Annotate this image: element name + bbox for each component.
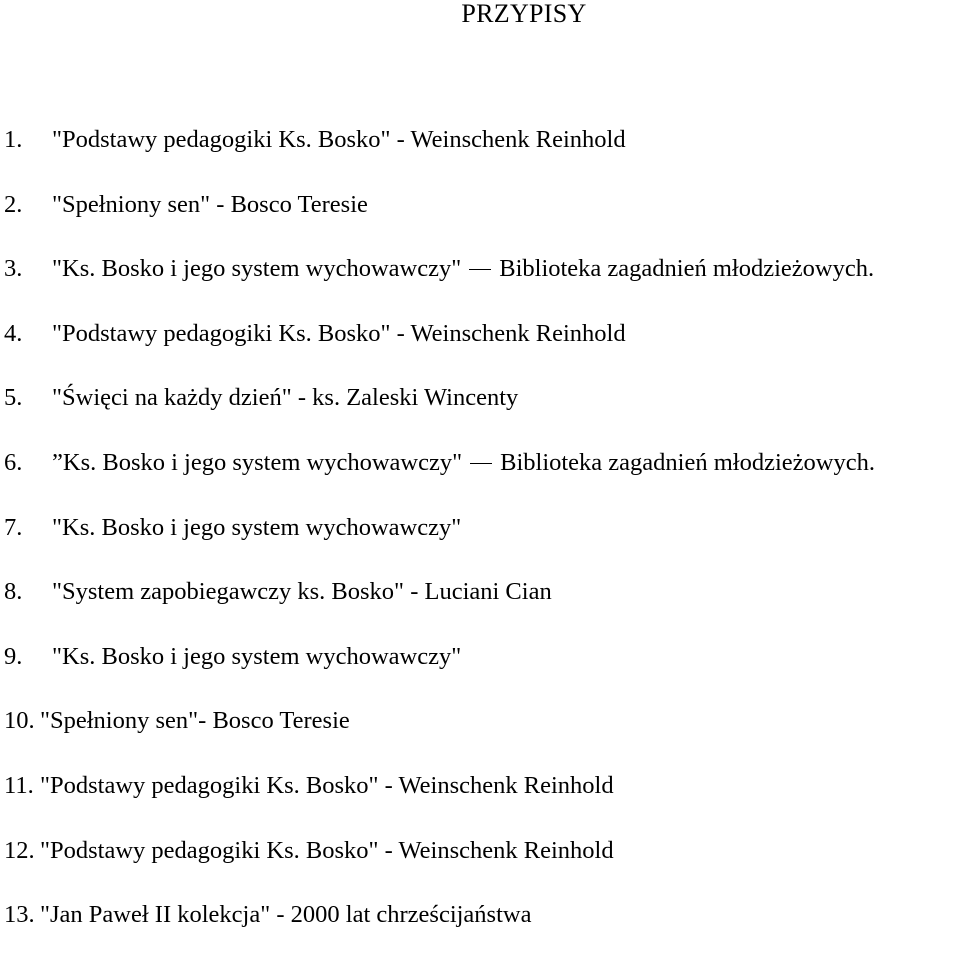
footnote-title: "Podstawy pedagogiki Ks. Bosko": [52, 319, 391, 347]
footnote-number: 4.: [4, 319, 23, 347]
footnote-author: Bosco Teresie: [230, 190, 368, 218]
footnote-number: 13.: [4, 901, 35, 929]
footnote-number: 9.: [4, 642, 23, 670]
footnote-item: [4, 705, 960, 770]
footnote-author: Weinschenk Reinhold: [398, 771, 614, 799]
footnote-author: 2000 lat chrześcijaństwa: [290, 901, 532, 929]
footnote-separator: -: [404, 578, 425, 606]
footnote-item: [4, 189, 960, 254]
footnote-separator: -: [390, 319, 411, 347]
footnote-item: [4, 576, 960, 641]
footnote-item: [4, 641, 960, 706]
footnote-separator: -: [291, 384, 313, 412]
footnote-number: 1.: [4, 126, 23, 153]
footnote-separator: -: [378, 771, 399, 799]
footnote-title: "Podstawy pedagogiki Ks. Bosko": [52, 126, 391, 153]
footnote-author: Weinschenk Reinhold: [398, 836, 614, 864]
footnote-separator: -: [198, 707, 213, 735]
footnote-item: [4, 253, 960, 318]
footnote-item: [4, 835, 960, 900]
footnote-list: [4, 124, 960, 964]
footnote-separator: -: [378, 836, 399, 864]
footnote-item: [4, 770, 960, 835]
footnote-title: "Święci na każdy dzień": [52, 384, 292, 412]
footnote-author: Bosco Teresie: [212, 707, 350, 735]
footnote-title: "Ks. Bosko i jego system wychowawczy": [52, 255, 462, 283]
footnote-title: "System zapobiegawczy ks. Bosko": [52, 578, 405, 606]
footnote-separator: -: [390, 126, 411, 153]
footnote-number: 12.: [4, 836, 35, 864]
footnote-author: Biblioteka zagadnień młodzieżowych.: [499, 255, 875, 283]
footnote-number: 2.: [4, 190, 23, 218]
footnote-number: 5.: [4, 384, 23, 412]
footnote-number: 10.: [4, 707, 35, 735]
footnote-item: [4, 124, 960, 189]
footnote-title: ”Ks. Bosko i jego system wychowawczy": [52, 448, 463, 476]
footnote-author: Weinschenk Reinhold: [410, 319, 626, 347]
footnote-title: "Podstawy pedagogiki Ks. Bosko": [40, 771, 379, 799]
footnote-title: "Podstawy pedagogiki Ks. Bosko": [40, 836, 379, 864]
footnote-author: Weinschenk Reinhold: [410, 126, 626, 153]
footnote-number: 11.: [4, 771, 34, 799]
footnote-item: [4, 899, 960, 964]
footnote-separator: -: [210, 190, 231, 218]
footnote-item: [4, 447, 960, 512]
footnote-dash: [469, 269, 491, 270]
footnote-title: "Spełniony sen": [52, 190, 211, 218]
footnote-author: ks. Zaleski Wincenty: [312, 384, 519, 412]
footnote-title: "Jan Paweł II kolekcja": [40, 901, 271, 929]
footnote-item: [4, 318, 960, 383]
footnote-title: "Ks. Bosko i jego system wychowawczy": [52, 513, 462, 541]
footnote-title: "Ks. Bosko i jego system wychowawczy": [52, 642, 462, 670]
page-title: PRZYPISY: [461, 0, 587, 28]
footnote-number: 3.: [4, 255, 23, 283]
footnote-title: "Spełniony sen": [40, 707, 199, 735]
footnote-dash: [470, 463, 492, 464]
footnote-item: [4, 382, 960, 447]
footnote-number: 7.: [4, 513, 23, 541]
footnote-separator: -: [270, 901, 291, 929]
footnote-number: 6.: [4, 448, 23, 476]
footnote-number: 8.: [4, 578, 23, 606]
footnote-item: [4, 512, 960, 577]
footnote-author: Luciani Cian: [424, 578, 552, 606]
footnote-author: Biblioteka zagadnień młodzieżowych.: [500, 448, 875, 476]
